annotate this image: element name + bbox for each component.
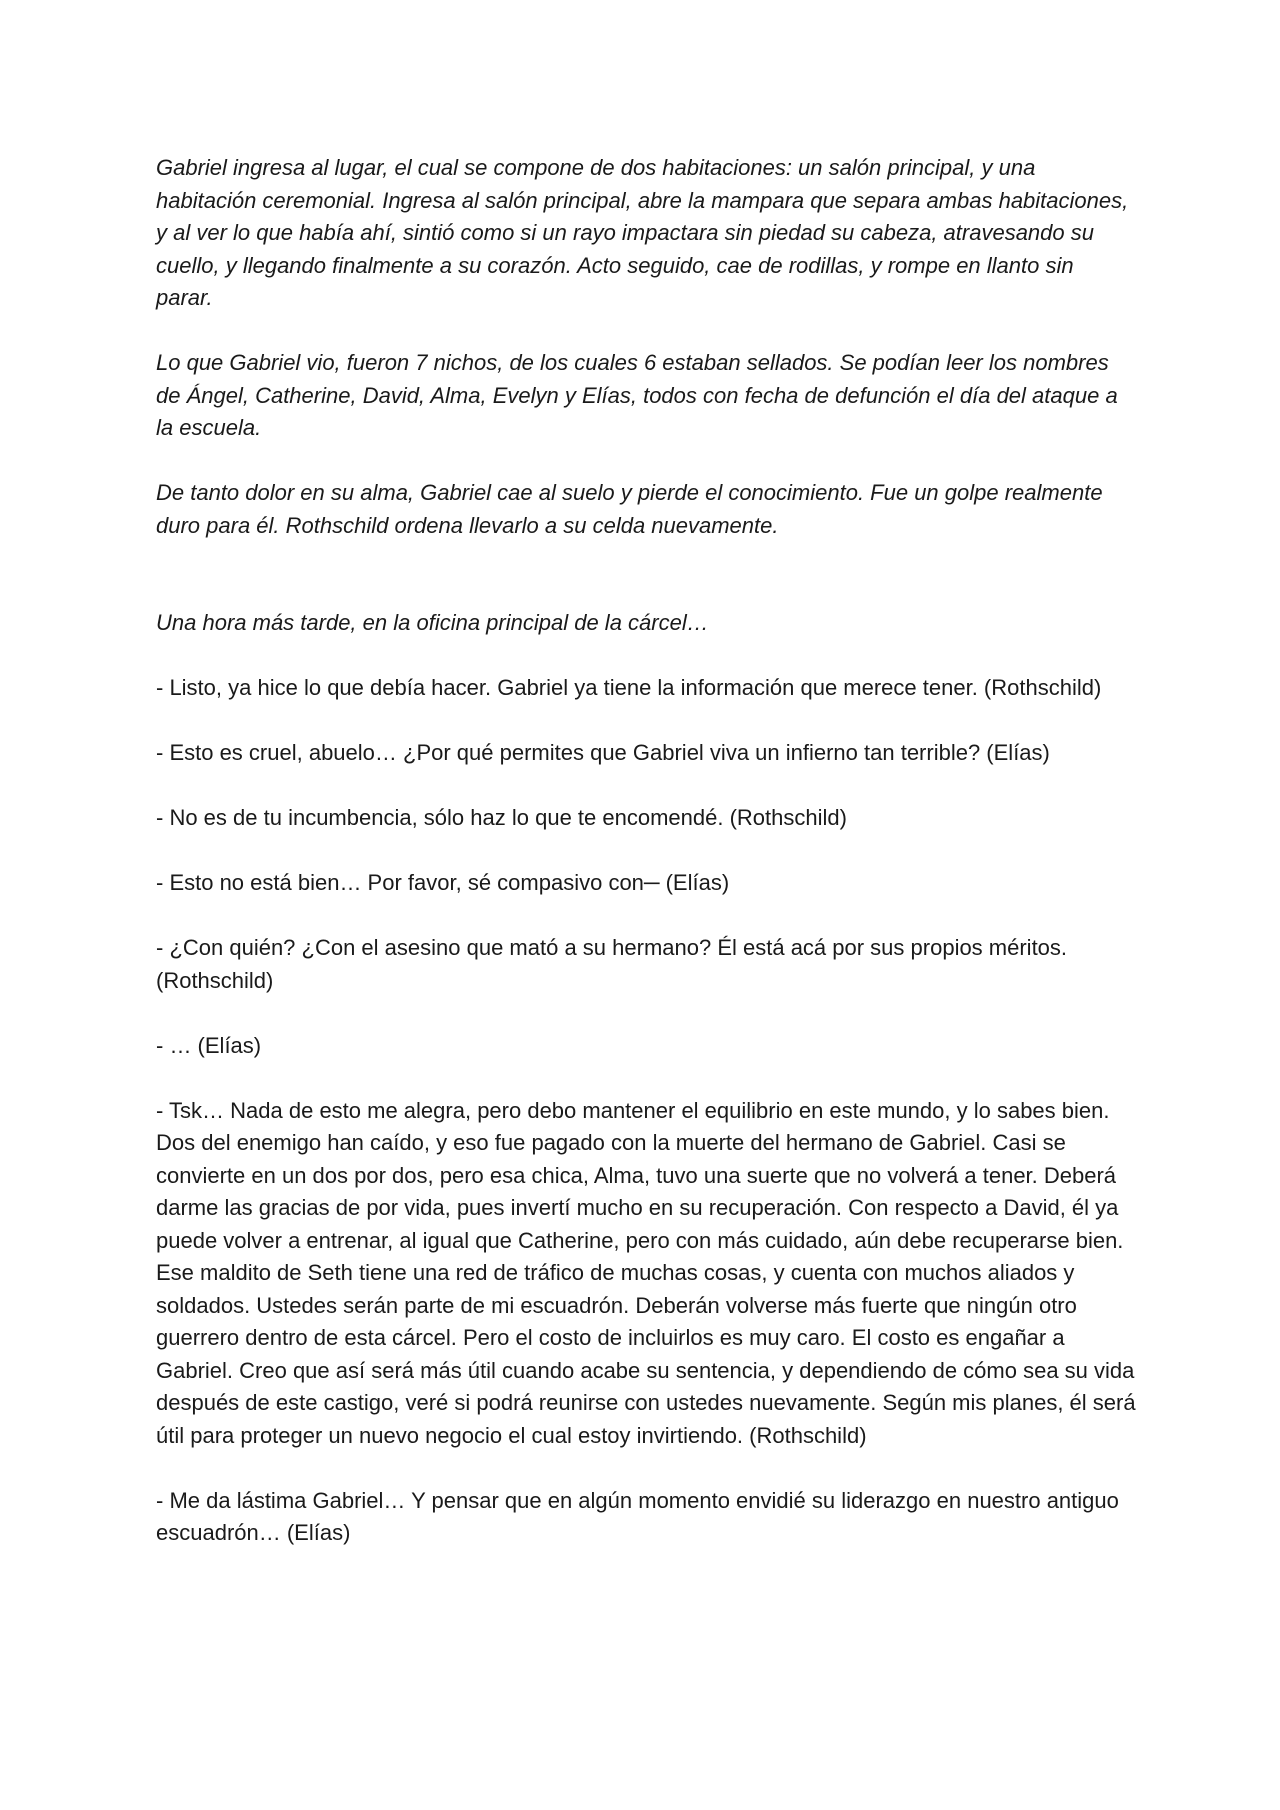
scene-transition: Una hora más tarde, en la oficina principal de la cárcel… bbox=[156, 610, 709, 635]
dialogue-line: - … (Elías) bbox=[156, 1032, 262, 1058]
dialogue-line: - Esto no está bien… Por favor, sé compasivo con─ (Elías) bbox=[156, 870, 730, 895]
narrative-paragraph: Gabriel ingresa al lugar, el cual se compone de dos habitaciones: un salón principal, y una habitación ceremonial. Ingresa al salón principal, abre la mampara que separa ambas habitaciones, y al ver lo que había ahí, sintió como si un rayo impactara sin piedad su cabeza, atravesando su cuello, y llegando finalmente a su corazón. Acto seguido, cae de rodillas, y rompe en llanto sin parar. bbox=[156, 155, 1129, 310]
narrative-paragraph: Lo que Gabriel vio, fueron 7 nichos, de los cuales 6 estaban sellados. Se podían leer los nombres de Ángel, Catherine, David, Alma, Evelyn y Elías, todos con fecha de defunción el día del ataque a la escuela. bbox=[156, 350, 1118, 440]
narrative-paragraph: De tanto dolor en su alma, Gabriel cae al suelo y pierde el conocimiento. Fue un golpe realmente duro para él. Rothschild ordena llevarlo a su celda nuevamente. bbox=[156, 480, 1103, 538]
document-body bbox=[156, 152, 1136, 1582]
dialogue-line: - No es de tu incumbencia, sólo haz lo que te encomendé. (Rothschild) bbox=[156, 805, 847, 830]
dialogue-line: - Esto es cruel, abuelo… ¿Por qué permites que Gabriel viva un infierno tan terrible? (Elías) bbox=[156, 740, 1050, 765]
dialogue-line: - Tsk… Nada de esto me alegra, pero debo mantener el equilibrio en este mundo, y lo sabes bien. Dos del enemigo han caído, y eso fue pagado con la muerte del hermano de Gabriel. Casi se convierte en un dos por dos, pero esa chica, Alma, tuvo una suerte que no volverá a tener. Deberá darme las gracias de por vida, pues invertí mucho en su recuperación. Con respecto a David, él ya puede volver a entrenar, al igual que Catherine, pero con más cuidado, aún debe recuperarse bien. Ese maldito de Seth tiene una red de tráfico de muchas cosas, y cuenta con muchos aliados y soldados. Ustedes serán parte de mi escuadrón. Deberán volverse más fuerte que ningún otro guerrero dentro de esta cárcel. Pero el costo de incluirlos es muy caro. El costo es engañar a Gabriel. Creo que así será más útil cuando acabe su sentencia, y dependiendo de cómo sea su vida después de este castigo, veré si podrá reunirse con ustedes nuevamente. Según mis planes, él será útil para proteger un nuevo negocio el cual estoy invirtiendo. (Rothschild) bbox=[156, 1097, 1136, 1448]
dialogue-line: - Me da lástima Gabriel… Y pensar que en algún momento envidié su liderazgo en nuestro antiguo escuadrón… (Elías) bbox=[156, 1487, 1119, 1545]
dialogue-line: - ¿Con quién? ¿Con el asesino que mató a su hermano? Él está acá por sus propios méritos. (Rothschild) bbox=[156, 935, 1068, 993]
dialogue-line: - Listo, ya hice lo que debía hacer. Gabriel ya tiene la información que merece tener. (Rothschild) bbox=[156, 675, 1102, 700]
